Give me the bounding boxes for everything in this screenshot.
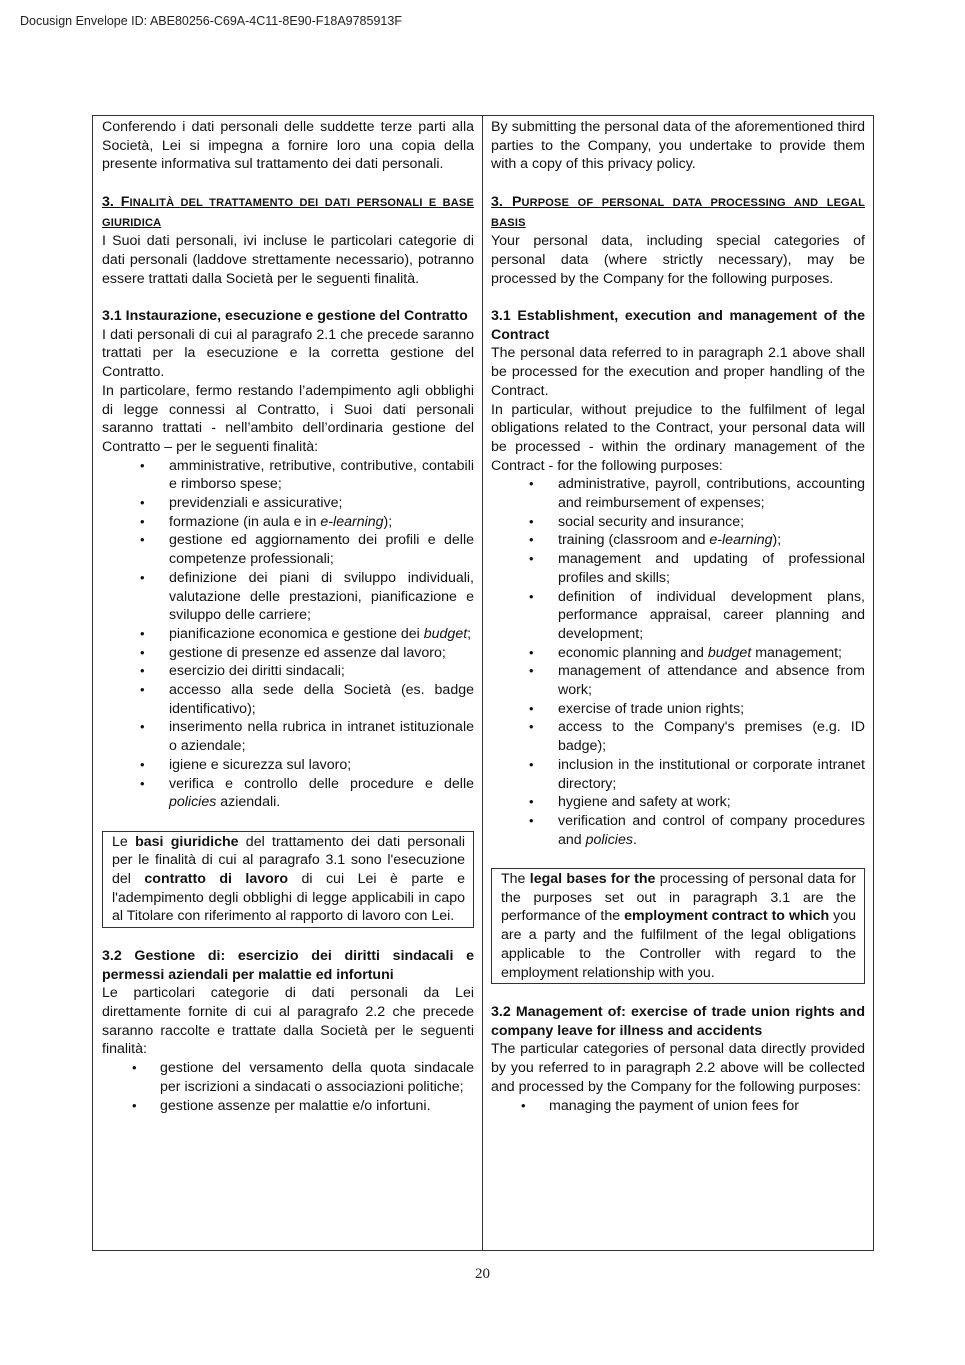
special-data-list-it xyxy=(102,1059,474,1115)
list-item: • gestione ed aggiornamento dei profili e delle competenze professionali; xyxy=(140,532,474,568)
bullet-icon: • xyxy=(140,532,145,548)
list-item: • verification and control of company procedures and policies. xyxy=(529,812,865,848)
list-item: • gestione assenze per malattie e/o infortuni. xyxy=(132,1097,431,1114)
purposes-list-it xyxy=(102,457,474,812)
legal-basis-box-it: Le basi giuridiche del trattamento dei dati personali per le finalità di cui al paragrafo 3.1 sono l'esecuzione del contratto di lavoro di cui Lei è parte e l'adempimento degli obblighi di legge applicabili in capo al Titolare con riferimento al rapporto di lavoro con Lei. xyxy=(102,831,474,929)
list-item: • inclusion in the institutional or corporate intranet directory; xyxy=(529,756,865,792)
section-3-2-paragraph-it: Le particolari categorie di dati personali da Lei direttamente fornite di cui al paragrafo 2.2 che precede saranno raccolte e trattate dalla Società per le seguenti finalità: xyxy=(102,985,474,1058)
bullet-icon: • xyxy=(140,756,145,772)
list-item: • management of attendance and absence from work; xyxy=(529,663,865,699)
special-data-list-en xyxy=(491,1097,865,1116)
list-item: • amministrative, retributive, contributive, contabili e rimborso spese; xyxy=(140,457,474,493)
section-3-1-heading-en: 3.1 Establishment, execution and management of the Contract xyxy=(491,308,865,343)
list-item: • economic planning and budget management; xyxy=(529,644,842,661)
section-3-text-en: Your personal data, including special categories of personal data (where strictly necessary), may be processed by the Company for the following purposes. xyxy=(491,233,865,287)
section-3-2-heading-it: 3.2 Gestione di: esercizio dei diritti sindacali e permessi aziendali per malattie ed infortuni xyxy=(102,947,474,983)
english-column xyxy=(483,116,873,1250)
section-3-1-paragraph-2-en: In particular, without prejudice to the fulfilment of legal obligations related to the Contract, your personal data will be processed - within the ordinary management of the Contract - for the following purposes: xyxy=(491,401,865,474)
bilingual-table xyxy=(92,115,874,1251)
bullet-icon: • xyxy=(140,644,145,660)
list-item: • inserimento nella rubrica in intranet istituzionale o aziendale; xyxy=(140,719,474,755)
bullet-icon: • xyxy=(529,513,534,529)
section-3-1-paragraph-1-it: I dati personali di cui al paragrafo 2.1 che precede saranno trattati per la esecuzione e la corretta gestione del Contratto. xyxy=(102,326,474,381)
bullet-icon: • xyxy=(529,644,534,660)
bullet-icon: • xyxy=(529,700,534,716)
list-item: • hygiene and safety at work; xyxy=(529,794,731,811)
bullet-icon: • xyxy=(529,588,534,604)
section-3-1-heading-it: 3.1 Instaurazione, esecuzione e gestione del Contratto xyxy=(102,308,468,324)
list-item: • gestione del versamento della quota sindacale per iscrizioni a sindacati o associazioni politiche; xyxy=(132,1060,474,1095)
section-3-text-it: I Suoi dati personali, ivi incluse le particolari categorie di dati personali (laddove strettamente necessario), potranno essere trattati dalla Società per le seguenti finalità. xyxy=(102,233,474,287)
list-item: • definizione dei piani di sviluppo individuali, valutazione delle prestazioni, pianificazione e sviluppo delle carriere; xyxy=(140,569,474,624)
bullet-icon: • xyxy=(529,663,534,679)
bullet-icon: • xyxy=(529,794,534,810)
list-item: • definition of individual development plans, performance appraisal, career planning and development; xyxy=(529,588,865,642)
section-3-2-heading-en: 3.2 Management of: exercise of trade union rights and company leave for illness and accidents xyxy=(491,1003,865,1039)
list-item: • management and updating of professional profiles and skills; xyxy=(529,551,865,586)
list-item: • gestione di presenze ed assenze dal lavoro; xyxy=(140,644,446,661)
bullet-icon: • xyxy=(140,663,145,679)
bullet-icon: • xyxy=(140,719,145,735)
bullet-icon: • xyxy=(140,625,145,641)
bullet-icon: • xyxy=(140,457,145,473)
list-item: • administrative, payroll, contributions, accounting and reimbursement of expenses; xyxy=(529,476,865,512)
bullet-icon: • xyxy=(529,476,534,492)
bullet-icon: • xyxy=(140,682,145,698)
bullet-icon: • xyxy=(529,532,534,548)
legal-basis-box-en: The legal bases for the processing of personal data for the purposes set out in paragraph 3.1 are the performance of the employment contract to which you are a party and the fulfilment of the legal obligations applicable to the Controller with regard to the employment relationship with you. xyxy=(491,868,865,984)
bullet-icon: • xyxy=(140,775,145,791)
intro-paragraph-it: Conferendo i dati personali delle suddette terze parti alla Società, Lei si impegna a fornire loro una copia della presente informativa sul trattamento dei dati personali. xyxy=(102,119,474,173)
list-item: • managing the payment of union fees for xyxy=(521,1097,800,1114)
list-item: • formazione (in aula e in e-learning); xyxy=(140,513,393,530)
list-item: • verifica e controllo delle procedure e delle policies aziendali. xyxy=(140,775,474,811)
section-3-1-paragraph-2-it: In particolare, fermo restando l’adempimento agli obblighi di legge connessi al Contratto, i Suoi dati personali saranno trattati - nell’ambito dell’ordinaria gestione del Contratto – per le seguenti finalità: xyxy=(102,382,474,455)
bullet-icon: • xyxy=(132,1060,137,1076)
list-item: • access to the Company's premises (e.g. ID badge); xyxy=(529,719,865,755)
list-item: • previdenziali e assicurative; xyxy=(140,495,343,512)
bullet-icon: • xyxy=(140,569,145,585)
list-item: • social security and insurance; xyxy=(529,513,745,530)
bullet-icon: • xyxy=(140,513,145,529)
list-item: • esercizio dei diritti sindacali; xyxy=(140,663,345,680)
bullet-icon: • xyxy=(529,551,534,567)
bullet-icon: • xyxy=(529,812,534,828)
list-item: • igiene e sicurezza sul lavoro; xyxy=(140,756,352,773)
list-item: • pianificazione economica e gestione dei budget; xyxy=(140,625,472,642)
section-3-heading-en: 3. PURPOSE OF PERSONAL DATA PROCESSING AND LEGAL BASIS xyxy=(491,193,866,229)
bullet-icon: • xyxy=(140,495,145,511)
bullet-icon: • xyxy=(132,1097,137,1113)
list-item: • accesso alla sede della Società (es. badge identificativo); xyxy=(140,682,474,717)
list-item: • training (classroom and e-learning); xyxy=(529,532,782,549)
bullet-icon: • xyxy=(529,719,534,735)
section-3-2-paragraph-en: The particular categories of personal data directly provided by you referred to in paragraph 2.2 above will be collected and processed by the Company for the following purposes: xyxy=(491,1041,865,1095)
section-3-heading-it: 3. FINALITÀ DEL TRATTAMENTO DEI DATI PERSONALI E BASE GIURIDICA xyxy=(102,193,474,229)
bullet-icon: • xyxy=(529,756,534,772)
page-number: 20 xyxy=(475,1266,490,1282)
docusign-envelope-id: Docusign Envelope ID: ABE80256-C69A-4C11-8E90-F18A9785913F xyxy=(20,14,402,28)
purposes-list-en xyxy=(491,475,865,849)
italian-column xyxy=(93,116,483,1250)
intro-paragraph-en: By submitting the personal data of the aforementioned third parties to the Company, you undertake to provide them with a copy of this privacy policy. xyxy=(491,119,865,173)
list-item: • exercise of trade union rights; xyxy=(529,700,745,717)
bullet-icon: • xyxy=(521,1097,526,1113)
section-3-1-paragraph-1-en: The personal data referred to in paragraph 2.1 above shall be processed for the execution and proper handling of the Contract. xyxy=(491,345,865,399)
